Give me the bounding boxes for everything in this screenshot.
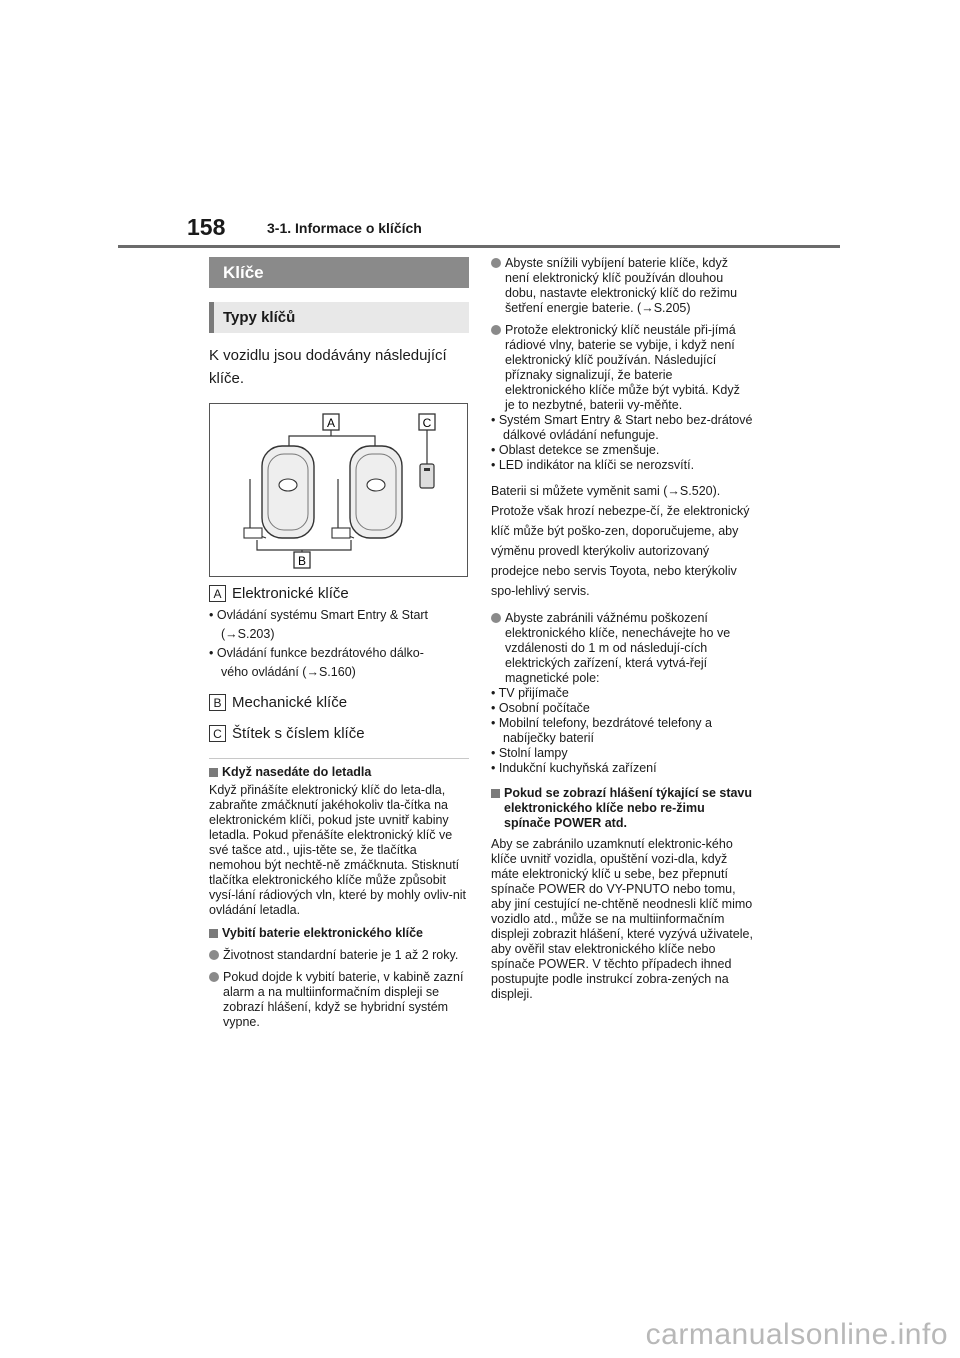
- legend-b: [209, 694, 469, 711]
- device-item: • Osobní počítače: [491, 701, 590, 715]
- section-message-heading: [491, 786, 753, 831]
- symptom-item: • Systém Smart Entry & Start nebo bez-drátové dálkové ovládání nefunguje.: [491, 413, 753, 442]
- circle-bullet-icon: [491, 325, 501, 335]
- square-bullet-icon: [209, 929, 218, 938]
- subsection-title-bar: [209, 302, 469, 333]
- device-item: • TV přijímače: [491, 686, 569, 700]
- keys-illustration: [210, 404, 469, 578]
- intro-text: K vozidlu jsou dodávány následující klíče.: [209, 347, 447, 387]
- header-rule: [118, 245, 840, 248]
- square-bullet-icon: [491, 789, 500, 798]
- bullet-item: • Ovládání systému Smart Entry & Start: [209, 608, 429, 622]
- page-number: 158: [187, 214, 226, 240]
- device-list: [491, 686, 753, 776]
- legend-c-tag: C: [209, 725, 226, 742]
- left-column: [209, 257, 469, 1030]
- section-airplane-title: Když nasedáte do letadla: [222, 765, 372, 779]
- legend-b-label: Mechanické klíče: [232, 694, 348, 711]
- circle-bullet-icon: [209, 972, 219, 982]
- legend-b-tag: B: [209, 694, 226, 711]
- label-a: A: [326, 416, 336, 430]
- circle-bullet-icon: [209, 950, 219, 960]
- bullet-cont: (→S.203): [221, 627, 275, 641]
- legend-a-label: Elektronické klíče: [232, 585, 349, 602]
- watermark: carmanualsonline.info: [645, 1318, 948, 1351]
- battery-note-1: Životnost standardní baterie je 1 až 2 roky.: [209, 948, 469, 963]
- battery-note-2: Pokud dojde k vybití baterie, v kabině zazní alarm a na multiinformačním displeji se zobrazí hlášení, když se hybridní systém vypne.: [209, 970, 469, 1030]
- device-item: • Stolní lampy: [491, 746, 568, 760]
- right-column: [491, 256, 753, 1002]
- bullet-item: • Ovládání funkce bezdrátového dálko-: [209, 646, 424, 660]
- section-battery-heading: [209, 926, 469, 941]
- section-message-title: Pokud se zobrazí hlášení týkající se stavu elektronického klíče nebo re-žimu spínače POWER atd.: [504, 786, 753, 830]
- keys-figure: [209, 403, 468, 577]
- section-divider: [209, 758, 469, 759]
- section-title: 3-1. Informace o klíčích: [267, 220, 422, 236]
- symptom-item: • Oblast detekce se zmenšuje.: [491, 443, 660, 457]
- device-item: • Mobilní telefony, bezdrátové telefony a nabíječky baterií: [491, 716, 712, 745]
- legend-c: [209, 725, 469, 742]
- key-number-plate: [420, 464, 434, 488]
- battery-replace-text: Baterii si můžete vyměnit sami (→S.520). Protože však hrozí nebezpe-čí, že elektronický klíč může být poško-zen, doporučujeme, aby výměnu provedl kterýkoliv autorizovaný prodejce nebo servis Toyota, nebo kterýkoliv spo-lehlivý servis.: [491, 484, 750, 598]
- label-c: C: [422, 416, 432, 430]
- power-save-note: Abyste snížili vybíjení baterie klíče, když není elektronický klíč používán dlouhou dobu, nastavte elektronický klíč do režimu šetření energie baterie. (→S.205): [491, 256, 753, 316]
- device-item: • Indukční kuchyňská zařízení: [491, 761, 657, 775]
- chapter-title-bar: [209, 257, 469, 288]
- section-airplane-text: Když přinášíte elektronický klíč do leta-dla, zabraňte zmáčknutí jakéhokoliv tla-čítka na elektronickém klíči, pokud jste uvnitř kabiny letadla. Pokud přenášíte elektronický klíč ve své tašce atd., ujis-těte se, že tlačítka nemohou být nechtě-ně zmáčknuta. Stisknutí tlačítka elektronického klíče může způsobit vysí-lání rádiových vln, které by mohly ovliv-nit ovládání letadla.: [209, 783, 467, 917]
- legend-c-label: Štítek s číslem klíče: [232, 725, 365, 742]
- radio-waves-note: Protože elektronický klíč neustále při-jímá rádiové vlny, baterie se vybije, i když není elektronický klíč používán. Následující příznaky signalizují, že baterie elektronického klíče může být vybitá. Když je to nezbytné, baterii vy-měňte.: [491, 323, 753, 413]
- legend-a: [209, 585, 469, 602]
- circle-bullet-icon: [491, 258, 501, 268]
- symptom-item: • LED indikátor na klíči se nerozsvítí.: [491, 458, 695, 472]
- symptom-list: [491, 413, 753, 473]
- chapter-title: Klíče: [223, 262, 264, 282]
- section-message-text: Aby se zabránilo uzamknutí elektronic-kého klíče uvnitř vozidla, opuštění vozi-dla, když máte elektronický klíč u sebe, bez přepnutí spínače POWER do VY-PNUTO nebo tomu, aby jiní cestující ne-chtěně neodnesli klíč mimo vozidlo atd., může se na multiinformačním displeji zobrazit hlášení, které vyzývá uživatele, aby ověřil stav elektronického klíče nebo spínače POWER. V těchto případech ihned postupujte podle instrukcí zobra-zených na displeji.: [491, 837, 753, 1001]
- smart-key-1: [244, 446, 314, 538]
- legend-a-tag: A: [209, 585, 226, 602]
- bracket-b: [257, 540, 351, 550]
- a-bullet-list: [209, 606, 469, 682]
- smart-key-2: [332, 446, 402, 538]
- page-header: [118, 214, 842, 248]
- circle-bullet-icon: [491, 613, 501, 623]
- subsection-title: Typy klíčů: [223, 309, 296, 326]
- bullet-cont: vého ovládání (→S.160): [221, 665, 356, 679]
- square-bullet-icon: [209, 768, 218, 777]
- section-airplane-heading: [209, 765, 469, 780]
- magnetic-field-note: Abyste zabránili vážnému poškození elektronického klíče, nenechávejte ho ve vzdálenosti do 1 m od následují-cích elektrických zařízení, která vytvá-řejí magnetické pole:: [491, 611, 753, 686]
- label-b: B: [297, 554, 307, 568]
- section-battery-title: Vybití baterie elektronického klíče: [222, 926, 424, 940]
